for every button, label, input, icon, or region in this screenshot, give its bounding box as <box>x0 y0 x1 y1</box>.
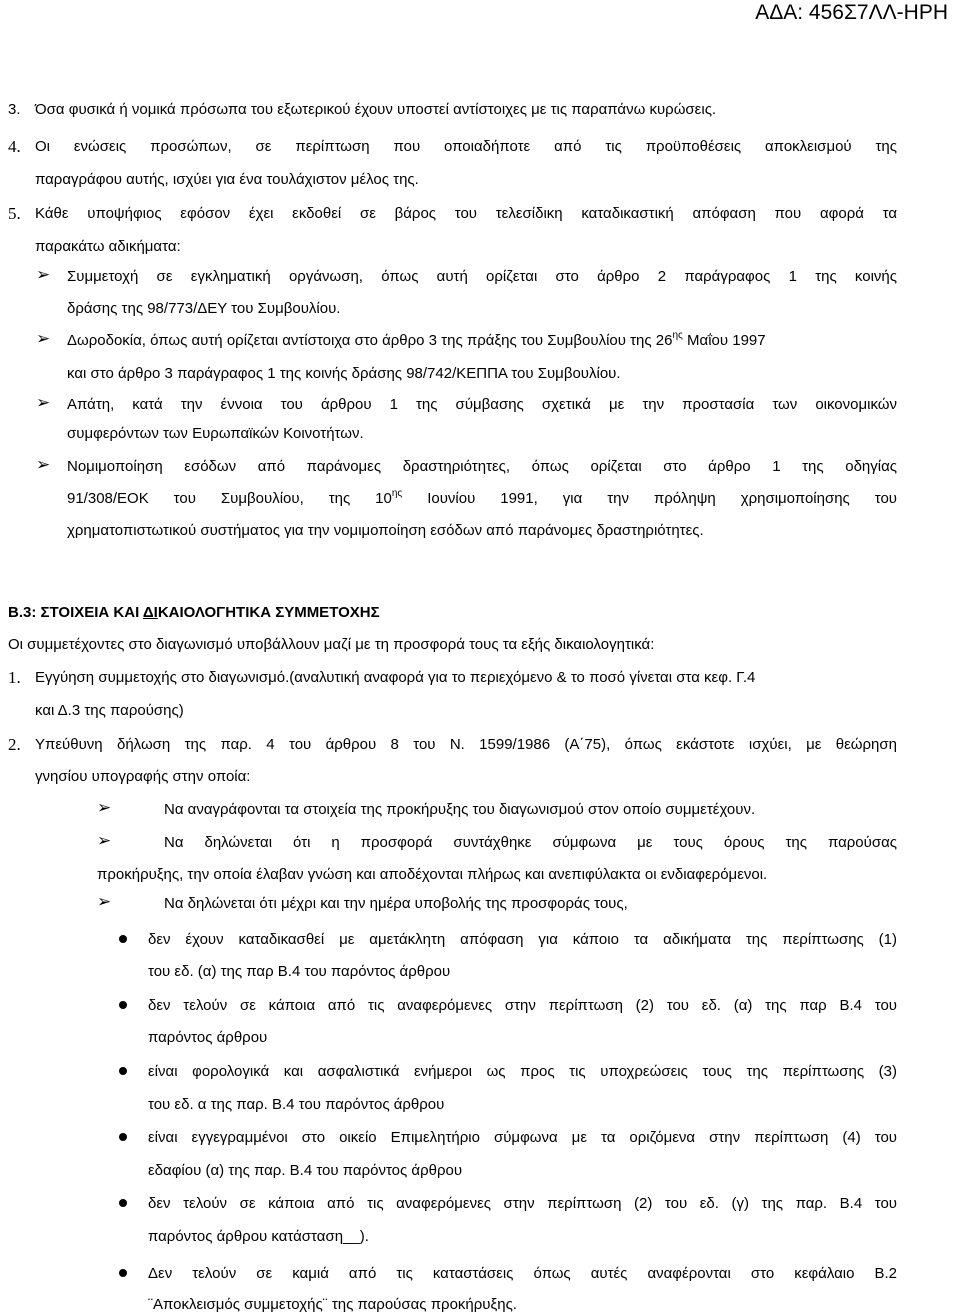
condition-3-line-1: είναι φορολογικά και ασφαλιστικά ενήμεροι ως προς τις υποχρεώσεις τους της περίπτωσης (3) <box>148 1063 897 1080</box>
arrow-bullet-icon: ➢ <box>97 798 112 817</box>
item-5-number: 5. <box>8 204 21 223</box>
bullet-dot-icon <box>119 1001 127 1009</box>
offence-4-line-1: Νομιμοποίηση εσόδων από παράνομες δραστηριότητες, όπως ορίζεται στο άρθρο 1 της οδηγίας <box>67 458 897 475</box>
offence-1-line-1: Συμμετοχή σε εγκληματική οργάνωση, όπως αυτή ορίζεται στο άρθρο 2 παράγραφος 1 της κοινής <box>67 268 897 285</box>
item-3-text: Όσα φυσικά ή νομικά πρόσωπα του εξωτερικού έχουν υποστεί αντίστοιχες με τις παραπάνω κυρώσεις. <box>35 101 717 118</box>
condition-4-line-1: είναι εγγεγραμμένοι στο οικείο Επιμελητήριο σύμφωνα με τα οριζόμενα στην περίπτωση (4) του <box>148 1129 897 1146</box>
bullet-dot-icon <box>119 1133 127 1141</box>
item-5-line-1: Κάθε υποψήφιος εφόσον έχει εκδοθεί σε βάρος του τελεσίδικη καταδικαστική απόφαση που αφορά τα <box>35 205 897 222</box>
bullet-dot-icon <box>119 1269 127 1277</box>
declaration-2-line-2: προκήρυξης, την οποία έλαβαν γνώση και αποδέχονται πλήρως και ανεπιφύλακτα οι ενδιαφερόμενοι. <box>97 866 768 883</box>
condition-1-line-2: του εδ. (α) της παρ Β.4 του παρόντος άρθρου <box>148 963 451 980</box>
condition-3-line-2: του εδ. α της παρ. Β.4 του παρόντος άρθρου <box>148 1096 445 1113</box>
offence-2-line-1: Δωροδοκία, όπως αυτή ορίζεται αντίστοιχα στο άρθρο 3 της πράξης του Συμβουλίου της $26^{\eta\varsigma}$ Μαΐου 1997 <box>67 330 766 349</box>
ada-header: ΑΔΑ: 456Σ7ΛΛ-ΗΡΗ <box>755 1 948 24</box>
doc-1-line-1: Εγγύηση συμμετοχής στο διαγωνισμό.(αναλυτική αναφορά για το περιεχόμενο & το ποσό γίνεται στα κεφ. Γ.4 <box>35 669 756 686</box>
section-intro: Οι συμμετέχοντες στο διαγωνισμό υποβάλλουν μαζί με τη προσφορά τους τα εξής δικαιολογητικά: <box>8 636 655 653</box>
item-4-line-2: παραγράφου αυτής, ισχύει για ένα τουλάχιστον μέλος της. <box>35 171 419 188</box>
condition-4-line-2: εδαφίου (α) της παρ. Β.4 του παρόντος άρθρου <box>148 1162 463 1179</box>
arrow-bullet-icon: ➢ <box>36 329 51 348</box>
item-4-number: 4. <box>8 137 21 156</box>
bullet-dot-icon <box>119 1199 127 1207</box>
offence-3-line-1: Απάτη, κατά την έννοια του άρθρου 1 της σύμβασης σχετικά με την προστασία των οικονομικών <box>67 396 897 413</box>
offence-1-line-2: δράσης της 98/773/ΔΕΥ του Συμβουλίου. <box>67 300 341 317</box>
item-4-line-1: Οι ενώσεις προσώπων, σε περίπτωση που οποιαδήποτε από τις προϋποθέσεις αποκλεισμού της <box>35 138 897 155</box>
condition-2-line-2: παρόντος άρθρου <box>148 1029 268 1046</box>
arrow-bullet-icon: ➢ <box>36 265 51 284</box>
section-title: Β.3: ΣΤΟΙΧΕΙΑ ΚΑΙ ΔΙΚΑΙΟΛΟΓΗΤΙΚΑ ΣΥΜΜΕΤΟΧΗΣ <box>8 604 380 621</box>
declaration-1: Να αναγράφονται τα στοιχεία της προκήρυξης του διαγωνισμού στον οποίο συμμετέχουν. <box>164 801 756 818</box>
declaration-2-line-1: Να δηλώνεται ότι η προσφορά συντάχθηκε σύμφωνα με τους όρους της παρούσας <box>164 834 897 851</box>
doc-2-line-1: Υπεύθυνη δήλωση της παρ. 4 του άρθρου 8 του Ν. 1599/1986 (Α΄75), όπως εκάστοτε ισχύει, με θεώρηση <box>35 736 897 753</box>
arrow-bullet-icon: ➢ <box>36 455 51 474</box>
item-5-line-2: παρακάτω αδικήματα: <box>35 238 181 255</box>
arrow-bullet-icon: ➢ <box>36 393 51 412</box>
arrow-bullet-icon: ➢ <box>97 892 112 911</box>
arrow-bullet-icon: ➢ <box>97 831 112 850</box>
condition-2-line-1: δεν τελούν σε κάποια από τις αναφερόμενες στην περίπτωση (2) του εδ. (α) της παρ Β.4 του <box>148 997 897 1014</box>
doc-1-line-2: και Δ.3 της παρούσης) <box>35 702 184 719</box>
offence-4-line-2: 91/308/ΕΟΚ του Συμβουλίου, της $10^{\eta\varsigma}$ Ιουνίου 1991, για την πρόληψη χρησιμοποίησης του <box>67 488 898 507</box>
offence-4-line-3: χρηματοπιστωτικού συστήματος για την νομιμοποίηση εσόδων από παράνομες δραστηριότητες. <box>67 522 704 539</box>
condition-6-line-2: ¨Αποκλεισμός συμμετοχής¨ της παρούσας προκήρυξης. <box>148 1296 517 1313</box>
doc-2-line-2: γνησίου υπογραφής στην οποία: <box>35 768 251 785</box>
doc-1-number: 1. <box>8 668 21 687</box>
offence-3-line-2: συμφερόντων των Ευρωπαϊκών Κοινοτήτων. <box>67 425 364 442</box>
bullet-dot-icon <box>119 935 127 943</box>
offence-2-line-2: και στο άρθρο 3 παράγραφος 1 της κοινής δράσης 98/742/ΚΕΠΠΑ του Συμβουλίου. <box>67 365 621 382</box>
condition-5-line-1: δεν τελούν σε κάποια από τις αναφερόμενες στην περίπτωση (2) του εδ. (γ) της παρ. Β.4 του <box>148 1195 897 1212</box>
item-3-number: 3. <box>8 101 21 118</box>
declaration-3: Να δηλώνεται ότι μέχρι και την ημέρα υποβολής της προσφοράς τους, <box>164 895 628 912</box>
bullet-dot-icon <box>119 1067 127 1075</box>
condition-1-line-1: δεν έχουν καταδικασθεί με αμετάκλητη απόφαση για κάποιο τα αδικήματα της περίπτωσης (1) <box>148 931 897 948</box>
condition-6-line-1: Δεν τελούν σε καμιά από τις καταστάσεις όπως αυτές αναφέρονται στο κεφάλαιο Β.2 <box>148 1265 897 1282</box>
condition-5-line-2: παρόντος άρθρου κατάσταση__). <box>148 1228 369 1245</box>
doc-2-number: 2. <box>8 735 21 754</box>
